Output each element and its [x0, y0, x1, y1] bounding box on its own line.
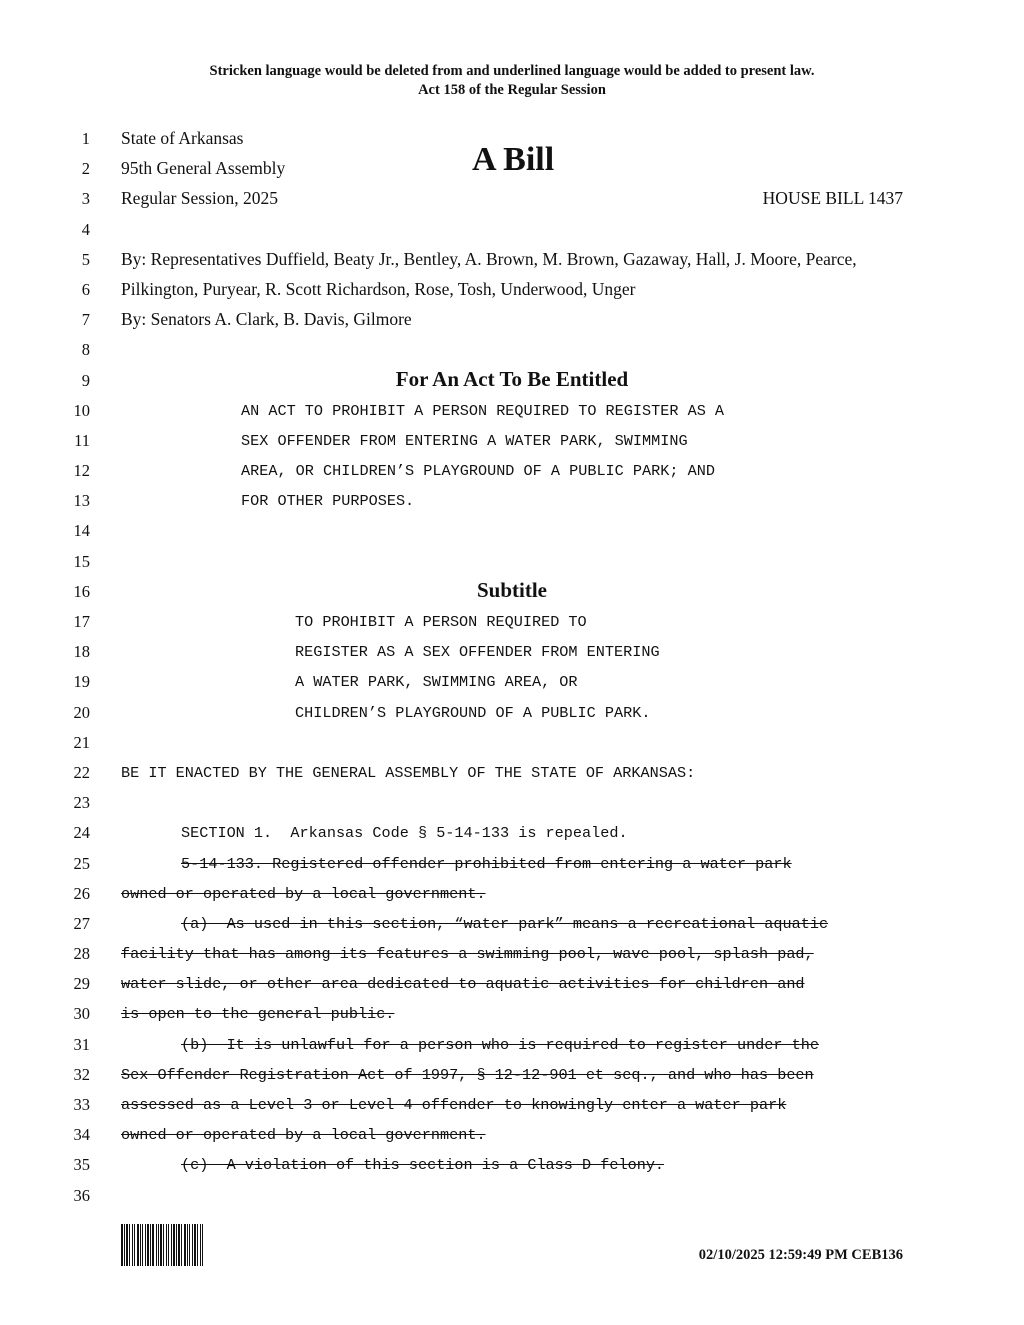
act-title-line: AREA, OR CHILDREN’S PLAYGROUND OF A PUBLIC PARK; AND: [241, 462, 715, 481]
line-24: [0, 818, 1024, 848]
line-15: [0, 547, 1024, 577]
stricken-text: (c) A violation of this section is a Class D felony.: [181, 1156, 665, 1175]
stricken-text: water slide, or other area dedicated to aquatic activities for children and: [121, 975, 805, 994]
line-8: [0, 335, 1024, 365]
sponsors-senators: By: Senators A. Clark, B. Davis, Gilmore: [121, 309, 412, 330]
subtitle-line: CHILDREN’S PLAYGROUND OF A PUBLIC PARK.: [295, 703, 651, 722]
line-number: 35: [73, 1155, 90, 1175]
line-3: [0, 184, 1024, 214]
line-number: 22: [73, 762, 90, 782]
line-20: [0, 698, 1024, 728]
line-number: 24: [73, 823, 90, 843]
stricken-text: owned or operated by a local government.: [121, 1126, 486, 1145]
line-number: 11: [74, 430, 90, 450]
state-name: State of Arkansas: [121, 128, 244, 148]
line-number: 2: [81, 159, 90, 179]
subtitle-line: REGISTER AS A SEX OFFENDER FROM ENTERING: [295, 643, 660, 662]
footer-timestamp: 02/10/2025 12:59:49 PM CEB136: [698, 1247, 903, 1263]
line-6: [0, 275, 1024, 305]
bill-number: HOUSE BILL 1437: [762, 188, 903, 209]
line-1: [0, 124, 1024, 154]
stricken-text: 5-14-133. Registered offender prohibited from entering a water park: [181, 854, 792, 873]
act-title-heading: For An Act To Be Entitled: [395, 366, 629, 391]
line-30: [0, 999, 1024, 1029]
line-19: [0, 667, 1024, 697]
act-title-line: AN ACT TO PROHIBIT A PERSON REQUIRED TO REGISTER AS A: [241, 401, 725, 420]
line-9: [0, 366, 1024, 396]
line-26: [0, 879, 1024, 909]
section-1-heading: SECTION 1. Arkansas Code § 5-14-133 is repealed.: [181, 824, 628, 843]
line-7: [0, 305, 1024, 335]
barcode-icon: [121, 1224, 249, 1266]
subtitle-line: A WATER PARK, SWIMMING AREA, OR: [295, 673, 578, 692]
line-number: 28: [73, 944, 90, 964]
stricken-text: owned or operated by a local government.: [121, 884, 486, 903]
line-number: 7: [81, 310, 90, 330]
stricken-text: facility that has among its features a swimming pool, wave pool, splash pad,: [121, 945, 814, 964]
line-32: [0, 1060, 1024, 1090]
line-22: [0, 758, 1024, 788]
line-14: [0, 516, 1024, 546]
line-number: 26: [73, 883, 90, 903]
line-number: 17: [73, 612, 90, 631]
line-number: 27: [73, 913, 90, 933]
stricken-text: (b) It is unlawful for a person who is required to register under the: [181, 1035, 819, 1054]
line-number: 16: [73, 581, 90, 601]
line-12: [0, 456, 1024, 486]
sponsors-representatives-2: Pilkington, Puryear, R. Scott Richardson, Rose, Tosh, Underwood, Unger: [121, 278, 636, 299]
subtitle-line: TO PROHIBIT A PERSON REQUIRED TO: [295, 613, 587, 631]
line-28: [0, 939, 1024, 969]
line-number: 13: [73, 491, 90, 511]
line-number: 30: [73, 1004, 90, 1024]
stricken-text: (a) As used in this section, “water park” means a recreational aquatic: [181, 914, 829, 933]
enacting-clause: BE IT ENACTED BY THE GENERAL ASSEMBLY OF THE STATE OF ARKANSAS:: [121, 763, 696, 782]
line-number: 33: [73, 1095, 90, 1114]
line-number: 12: [73, 461, 90, 481]
line-number: 36: [73, 1185, 90, 1205]
line-29: [0, 969, 1024, 999]
line-number: 14: [73, 521, 90, 541]
line-number: 6: [81, 279, 90, 299]
header-note-act-number: Act 158 of the Regular Session: [418, 82, 606, 98]
act-title-line: FOR OTHER PURPOSES.: [241, 492, 415, 511]
act-title-line: SEX OFFENDER FROM ENTERING A WATER PARK, SWIMMING: [241, 431, 688, 450]
line-number: 4: [81, 219, 90, 239]
line-number: 10: [73, 400, 90, 420]
stricken-text: Sex Offender Registration Act of 1997, § 12-12-901 et seq., and who has been: [121, 1065, 814, 1084]
line-31: [0, 1030, 1024, 1060]
subtitle-heading: Subtitle: [476, 577, 547, 602]
line-11: [0, 426, 1024, 456]
session: Regular Session, 2025: [121, 188, 279, 209]
line-number: 21: [73, 732, 90, 752]
line-number: 15: [73, 551, 90, 571]
line-number: 23: [73, 793, 90, 813]
line-13: [0, 486, 1024, 516]
line-number: 9: [81, 370, 90, 390]
line-number: 32: [73, 1064, 90, 1084]
line-16: [0, 577, 1024, 607]
line-number: 1: [81, 129, 90, 148]
stricken-text: assessed as a Level 3 or Level 4 offender to knowingly enter a water park: [121, 1096, 787, 1114]
bill-text: [0, 124, 1024, 1211]
line-number: 19: [73, 672, 90, 692]
line-number: 25: [73, 853, 90, 873]
line-number: 18: [73, 642, 90, 662]
line-2: [0, 154, 1024, 184]
header-note-stricken-language: Stricken language would be deleted from and underlined language would be added to present law.: [209, 63, 815, 79]
line-10: [0, 396, 1024, 426]
line-25: [0, 849, 1024, 879]
line-33: [0, 1090, 1024, 1120]
line-5: [0, 245, 1024, 275]
line-number: 5: [81, 249, 90, 269]
line-number: 31: [73, 1034, 90, 1054]
bill-type-heading: A Bill: [472, 141, 555, 178]
line-35: [0, 1150, 1024, 1180]
line-number: 20: [73, 702, 90, 722]
line-18: [0, 637, 1024, 667]
line-number: 29: [73, 974, 90, 994]
line-4: [0, 215, 1024, 245]
line-27: [0, 909, 1024, 939]
stricken-text: is open to the general public.: [121, 1005, 395, 1024]
line-34: [0, 1120, 1024, 1150]
line-21: [0, 728, 1024, 758]
general-assembly: 95th General Assembly: [121, 158, 286, 179]
line-number: 34: [73, 1125, 90, 1145]
line-number: 3: [81, 189, 90, 209]
line-17: [0, 607, 1024, 637]
sponsors-representatives-1: By: Representatives Duffield, Beaty Jr., Bentley, A. Brown, M. Brown, Gazaway, Hall, J. Moore, Pearce,: [121, 248, 857, 269]
line-number: 8: [81, 340, 90, 360]
line-36: [0, 1181, 1024, 1211]
line-23: [0, 788, 1024, 818]
